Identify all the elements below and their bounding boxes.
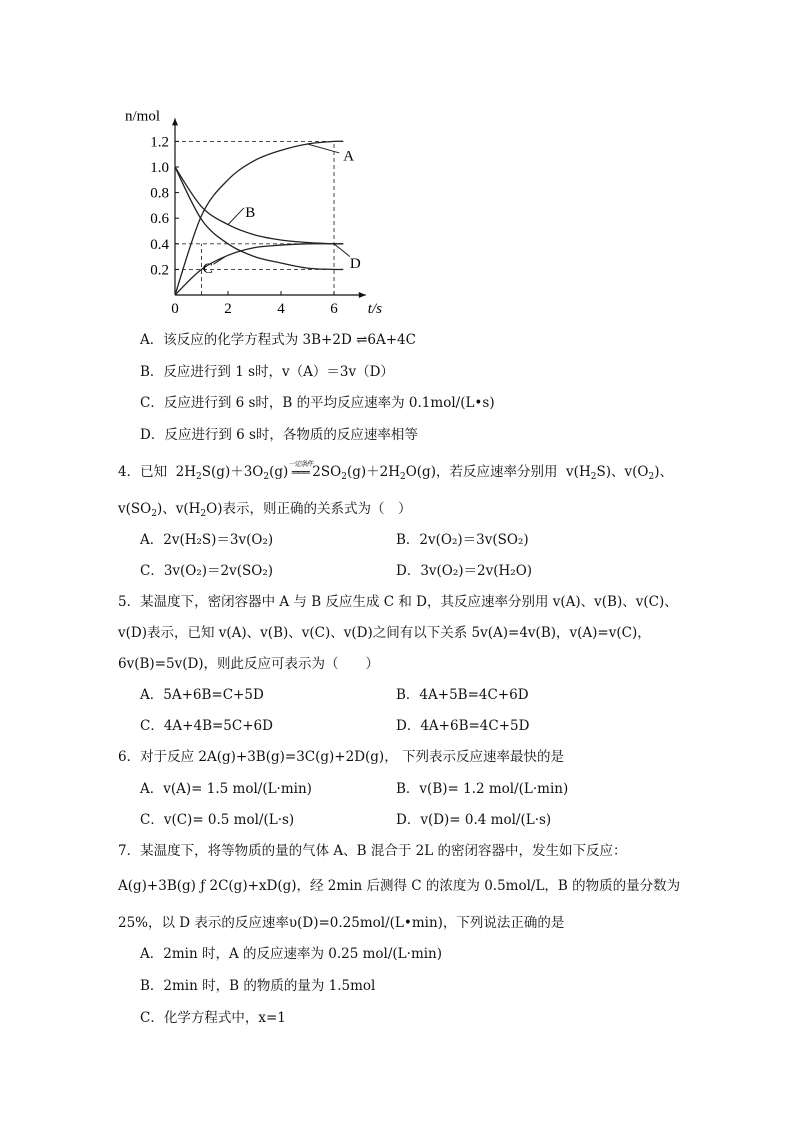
q5-option-c: C．4A+4B=5C+6D	[140, 718, 273, 734]
q7-option-c: C．化学方程式中，x=1	[140, 1010, 286, 1026]
q4-equation: $2H_2S(g)+3O_2(g)$ 一定条件 ═══ $2SO_2(g)+2H_2O(g)$	[171, 464, 436, 480]
q4-stem-line2-text: 表示，则正确的关系式为（ ）	[222, 501, 412, 517]
q7-option-b: B．2min 时，B 的物质的量为 1.5mol	[140, 978, 376, 994]
q7-stem-line1: 7．某温度下，将等物质的量的气体 A、B 混合于 2L 的密闭容器中，发生如下反应：	[118, 843, 627, 859]
q5-stem-line3: 6v(B)=5v(D)，则此反应可表示为（ ）	[118, 656, 380, 672]
q3-option-d: D．反应进行到 6 s时，各物质的反应速率相等	[140, 427, 418, 443]
q5-option-d: D．4A+6B=4C+5D	[396, 718, 530, 734]
series-D-line	[175, 167, 343, 269]
chart-text	[125, 108, 382, 317]
q4-option-a: A．2v(H₂S)＝3v(O₂)	[140, 532, 274, 548]
q4-option-b: B．2v(O₂)＝3v(SO₂)	[396, 532, 529, 548]
q6-option-d: D．v(D)= 0.4 mol/(L·s)	[396, 812, 552, 828]
series-D-leader	[334, 244, 350, 257]
q3-option-a: A．该反应的化学方程式为 3B+2D ⇌6A+4C	[140, 332, 416, 348]
y-tick-label: 0.6	[150, 211, 169, 228]
series-A-label: A	[343, 148, 355, 165]
x-tick-label: 0	[171, 301, 179, 317]
y-axis-arrow	[172, 118, 178, 125]
x-tick-label: 2	[224, 301, 232, 317]
q6-option-a: A．v(A)= 1.5 mol/(L·min)	[140, 781, 312, 797]
series-B-leader	[228, 208, 244, 225]
reaction-condition: 一定条件	[288, 460, 313, 468]
series-A-leader	[308, 144, 340, 153]
q4-option-d: D．3v(O₂)＝2v(H₂O)	[396, 563, 533, 579]
q4-rate-symbols-2: $v(SO_2)$、$v(H_2O)$	[118, 501, 223, 519]
q6-option-b: B．v(B)= 1.2 mol/(L·min)	[396, 781, 569, 797]
q5-option-b: B．4A+5B=4C+6D	[396, 687, 529, 703]
series-D-label: D	[349, 256, 361, 273]
x-tick-label: 4	[277, 301, 285, 317]
q7-stem-line2: A(g)+3B(g) ƒ 2C(g)+xD(g)，经 2min 后测得 C 的浓度为 0.5mol/L，B 的物质的量分数为	[118, 878, 681, 894]
q6-stem: 6．对于反应 2A(g)+3B(g)=3C(g)+2D(g)， 下列表示反应速率最快的是	[118, 749, 564, 765]
q4-stem-line1	[118, 462, 673, 483]
q5-stem-line1: 5．某温度下，密闭容器中 A 与 B 反应生成 C 和 D，其反应速率分别用 v(A)、v(B)、v(C)、	[118, 594, 678, 610]
y-tick-label: 0.4	[150, 236, 169, 253]
q6-option-c: C．v(C)= 0.5 mol/(L·s)	[140, 812, 295, 828]
x-axis-arrow	[359, 292, 366, 298]
q4-rate-symbols: $v(H_2S)$、$v(O_2)$、	[561, 464, 673, 482]
x-tick-label: 6	[330, 301, 338, 317]
q7-stem-line3: 25%，以 D 表示的反应速率υ(D)=0.25mol/(L•min)，下列说法正确的是	[118, 915, 565, 931]
q4-option-c: C．3v(O₂)＝2v(SO₂)	[140, 563, 274, 579]
series-B-line	[175, 167, 343, 244]
q7-option-a: A．2min 时，A 的反应速率为 0.25 mol/(L·min)	[140, 946, 443, 962]
series-C-label: C	[202, 261, 213, 278]
y-tick-label: 1.0	[150, 160, 169, 176]
q3-option-c: C．反应进行到 6 s时，B 的平均反应速率为 0.1mol/(L•s)	[140, 395, 495, 411]
y-axis-label: n/mol	[125, 108, 161, 125]
x-axis-label: t/s	[367, 301, 382, 317]
q4-number: 4．已知	[118, 464, 168, 480]
q5-option-a: A．5A+6B=C+5D	[140, 687, 264, 703]
y-tick-label: 0.8	[150, 185, 169, 202]
q4-stem-line2	[118, 499, 411, 519]
y-tick-label: 1.2	[150, 134, 169, 151]
q5-stem-line2: v(D)表示，已知 v(A)、v(B)、v(C)、v(D)之间有以下关系 5v(A)=4v(B)，v(A)=v(C)，	[118, 625, 651, 641]
q3-option-b: B．反应进行到 1 s时，v（A）＝3v（D）	[140, 364, 394, 380]
y-tick-label: 0.2	[150, 262, 169, 279]
mole-time-chart	[120, 100, 382, 325]
q4-stem-tail: ，若反应速率分别用	[435, 464, 558, 480]
series-B-label: B	[245, 204, 256, 221]
